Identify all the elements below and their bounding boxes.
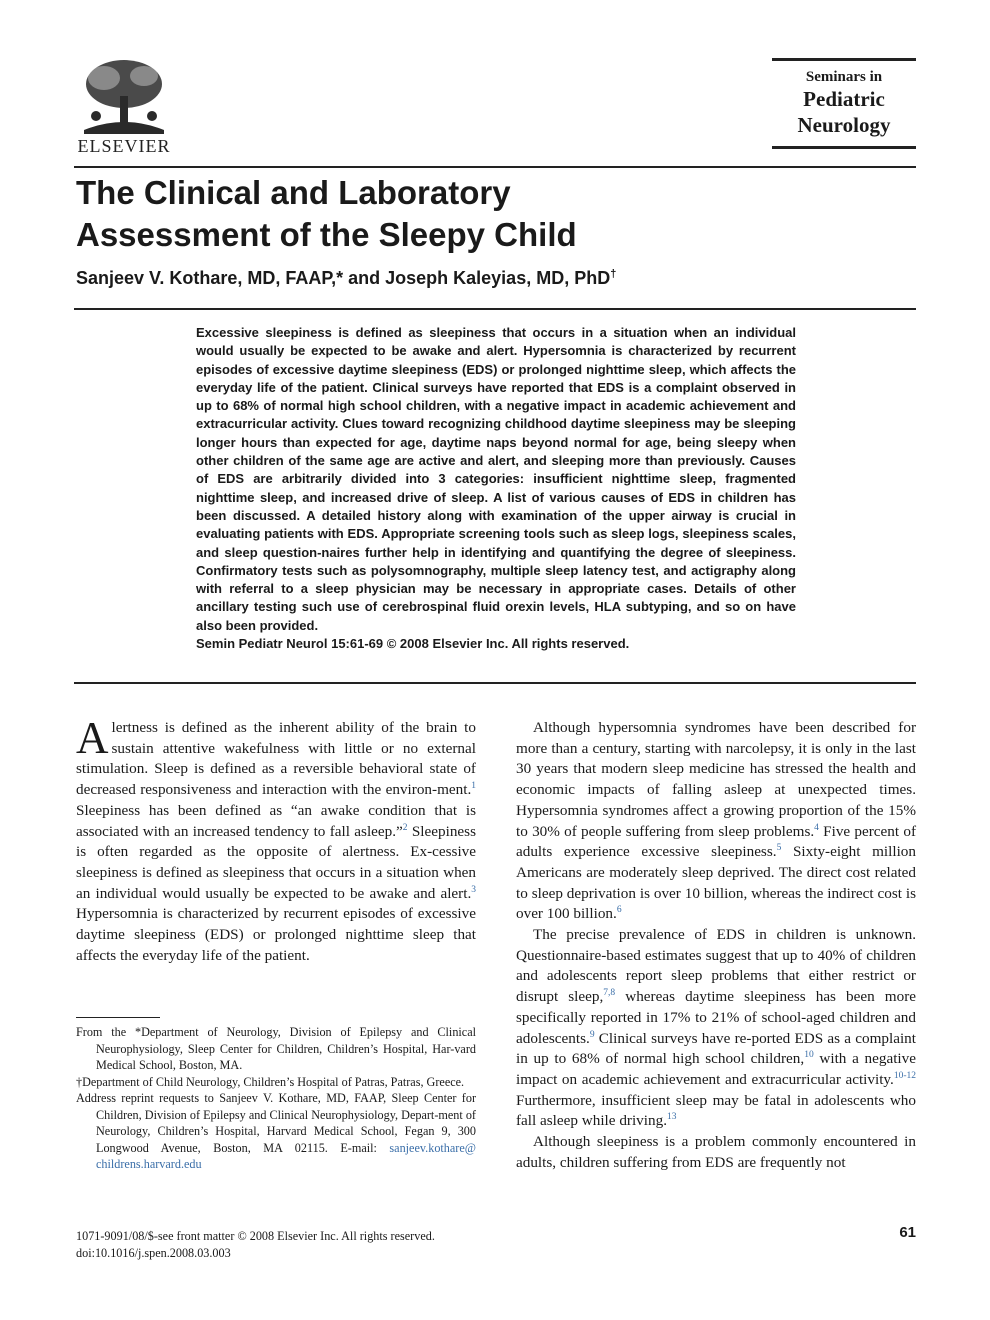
- abstract-citation: Semin Pediatr Neurol 15:61-69 © 2008 Elsevier Inc. All rights reserved.: [196, 636, 630, 652]
- author-1: Sanjeev V. Kothare, MD, FAAP,*: [76, 268, 344, 288]
- email-link[interactable]: sanjeev.kothare@ childrens.harvard.edu: [96, 1140, 476, 1171]
- paragraph: [516, 718, 916, 925]
- reference-link[interactable]: 10-12: [893, 1070, 916, 1081]
- abstract: [196, 324, 796, 653]
- doi-line: doi:10.1016/j.spen.2008.03.003: [76, 1245, 231, 1260]
- text-run: Hypersomnia is characterized by recurrent episodes of excessive daytime sleepiness (EDS) or prolonged nighttime sleep that affects the everyday life of the patient.: [76, 905, 476, 964]
- journal-name-line1: Pediatric: [803, 87, 885, 111]
- journal-masthead: [772, 58, 916, 149]
- masthead-rule-bottom: [772, 146, 916, 149]
- reference-link[interactable]: 4: [814, 822, 819, 833]
- reference-link[interactable]: 3: [471, 884, 476, 895]
- reference-link[interactable]: 6: [616, 905, 622, 916]
- issn-line: 1071-9091/08/$-see front matter © 2008 Elsevier Inc. All rights reserved.: [76, 1229, 435, 1243]
- paragraph: [516, 925, 916, 1132]
- correspondence-text: Address reprint requests to Sanjeev V. Kothare, MD, FAAP, Sleep Center for Children, Division of Epilepsy and Clinical Neurophysiology, Depart-ment of Neurology, Children’s Hospital, Harvard Medical School, Fegan 9, 300 Longwood Avenue, Boston, MA 02115. E-mail:: [76, 1091, 476, 1155]
- reference-link[interactable]: 5: [776, 843, 782, 854]
- reference-link[interactable]: 7,8: [603, 988, 616, 999]
- text-run: with a negative impact on academic achievement and extracurricular activity.: [516, 1050, 916, 1088]
- text-run: Sleepiness is often regarded as the opposite of alertness. Ex-cessive sleepiness is defined as sleepiness that occurs in a situation when an individual would usually be expected to be awake and alert.: [76, 822, 476, 902]
- author-list: [76, 268, 616, 289]
- drop-cap: A: [76, 713, 109, 763]
- text-run: Sleepiness has been defined as “an awake condition that is associated with an increased tendency to fall asleep.”: [76, 801, 476, 840]
- text-run: Sixty-eight million Americans are moderately sleep deprived. The direct cost related to sleep deprivation is over 10 billion, whereas the indirect cost is over 100 billion.: [516, 843, 916, 923]
- author-2: Joseph Kaleyias, MD, PhD: [385, 268, 611, 288]
- author-2-affiliation-mark: †: [610, 268, 617, 280]
- affiliation-footnotes: [76, 1024, 476, 1173]
- text-run: Furthermore, insufficient sleep may be fatal in adolescents who fall asleep while driving.: [516, 1091, 916, 1130]
- text-run: Five percent of adults experience excessive sleepiness.: [516, 822, 917, 861]
- paragraph: Although sleepiness is a problem commonly encountered in adults, children suffering from EDS are frequently not: [516, 1133, 916, 1171]
- reference-link[interactable]: 2: [402, 822, 408, 833]
- reference-link[interactable]: 1: [471, 781, 476, 792]
- reference-link[interactable]: 13: [667, 1112, 677, 1123]
- footer-info: [76, 1228, 435, 1261]
- title-line-2: Assessment of the Sleepy Child: [76, 216, 577, 253]
- text-run: Although hypersomnia syndromes have been described for more than a century, starting with narcolepsy, it is only in the last 30 years that modern sleep medicine has stressed the health and economic impacts of falling asleep at unexpected times. Hypersomnia syndromes affect a growing proportion of the 15% to 30% of people suffering from sleep problems.: [516, 719, 916, 840]
- journal-name-line2: Neurology: [797, 113, 891, 137]
- footnote-affiliation-1: From the *Department of Neurology, Division of Epilepsy and Clinical Neurophysiology, Sleep Center for Children, Children’s Hospital, Har-vard Medical School, Boston, MA.: [76, 1025, 476, 1072]
- title-line-1: The Clinical and Laboratory: [76, 174, 511, 211]
- publisher-name: ELSEVIER: [77, 136, 171, 156]
- journal-series: Seminars in: [805, 69, 883, 85]
- footnote-affiliation-2: †Department of Child Neurology, Children’s Hospital of Patras, Patras, Greece.: [76, 1074, 465, 1089]
- paragraph: [76, 713, 476, 966]
- body-column-left: [76, 713, 476, 966]
- reference-link[interactable]: 9: [589, 1029, 595, 1040]
- footnote-rule: [76, 1017, 160, 1018]
- abstract-text: Excessive sleepiness is defined as sleepiness that occurs in a situation when an individual would usually be expected to be awake and alert. Hypersomnia is characterized by recurrent episodes of excessive daytime sleepiness (EDS) or prolonged nighttime sleep, which affects the everyday life of the patient. Clinical surveys have reported that EDS is a complaint observed in up to 68% of normal high school children, with a negative impact in academic achievement and extracurricular activity. Clues toward recognizing childhood daytime sleepiness may be sleeping longer hours than expected for age, daytime naps beyond normal for age, being sleepy when other children of the same age are active and alert, and sleeping more than previously. Causes of EDS are arbitrarily divided into 3 categories: insufficient nighttime sleep, fragmented nighttime sleep, and increased drive of sleep. A list of various causes of EDS in children has been discussed. A detailed history along with examination of the upper airway is crucial in evaluating patients with EDS. Appropriate screening tools such as sleep logs, sleepiness scales, and sleep question-naires further help in identifying and quantifying the degree of sleepiness. Confirmatory tests such as polysomnography, multiple sleep latency test, and actigraphy along with referral to a sleep physician may be necessary in appropriate cases. Details of other ancillary testing such use of cerebrospinal fluid orexin levels, HLA subtyping, and so on have also been provided.: [196, 325, 796, 633]
- article-title: [76, 172, 776, 256]
- abstract-rule-top: [74, 308, 916, 310]
- text-run: whereas daytime sleepiness has been more specifically reported in 17% to 21% of school-aged children and adolescents.: [516, 988, 916, 1047]
- text-run: Clinical surveys have re-ported EDS as a complaint in up to 68% of normal high school children,: [516, 1029, 916, 1068]
- title-rule: [74, 166, 916, 168]
- text-run: The precise prevalence of EDS in children is unknown. Questionnaire-based estimates suggest that up to 40% of children and adolescents report sleep problems that either restrict or disrupt sleep,: [516, 926, 916, 1006]
- body-column-right: [516, 718, 916, 1173]
- abstract-rule-bottom: [74, 682, 916, 684]
- author-conjunction: and: [343, 268, 386, 288]
- footnote-correspondence: [76, 1090, 476, 1173]
- reference-link[interactable]: 10: [804, 1050, 814, 1061]
- page-number: 61: [899, 1224, 916, 1241]
- masthead-rule-top: [772, 58, 916, 61]
- text-run: lertness is defined as the inherent ability of the brain to sustain attentive wakefulness with little or no external stimulation. Sleep is defined as a reversible behavioral state of decreased responsiveness and interaction with the environ-ment.: [76, 719, 476, 799]
